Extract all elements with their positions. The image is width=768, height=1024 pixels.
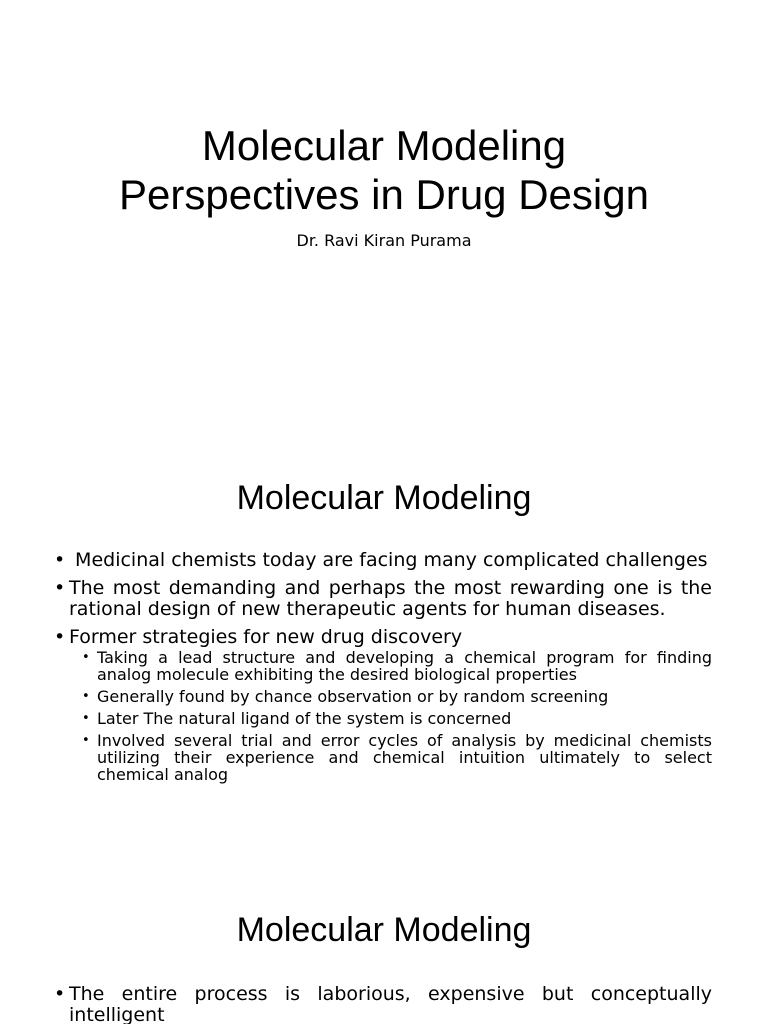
sub-bullet-text: Generally found by chance observation or by random screening: [97, 687, 609, 706]
sub-bullet-item: [82, 649, 712, 683]
bullet-icon: •: [54, 983, 66, 1005]
title-slide: [0, 0, 768, 432]
bullet-icon: •: [54, 549, 66, 571]
bullet-list: [54, 550, 712, 788]
sub-bullet-item: [82, 688, 712, 705]
bullet-text: The entire process is laborious, expensive but conceptually intelligent: [69, 983, 712, 1024]
bullet-icon: •: [82, 689, 90, 704]
bullet-icon: •: [54, 577, 66, 599]
sub-bullet-text: Involved several trial and error cycles of analysis by medicinal chemists utilizing their experience and chemical intuition ultimately to select chemical analog: [97, 731, 712, 784]
presentation-title: [0, 121, 768, 219]
sub-bullet-list: [69, 649, 712, 783]
bullet-text: The most demanding and perhaps the most rewarding one is the rational design of new therapeutic agents for human diseases.: [69, 577, 712, 620]
bullet-icon: •: [82, 650, 90, 665]
bullet-text: Medicinal chemists today are facing many complicated challenges: [69, 549, 708, 571]
bullet-item: [54, 984, 712, 1024]
slide-heading: Molecular Modeling: [236, 479, 532, 517]
title-line-1: Molecular Modeling: [201, 122, 567, 169]
bullet-icon: •: [82, 733, 90, 748]
sub-bullet-text: Taking a lead structure and developing a chemical program for finding analog molecule exhibiting the desired biological properties: [97, 648, 712, 684]
sub-bullet-item: [82, 710, 712, 727]
bullet-text: Former strategies for new drug discovery: [69, 626, 463, 648]
content-slide-1: [0, 432, 768, 864]
bullet-item: [54, 578, 712, 620]
content-slide-2: [0, 864, 768, 1024]
author-name: Dr. Ravi Kiran Purama: [296, 231, 472, 250]
bullet-item: [54, 627, 712, 783]
sub-bullet-item: [82, 732, 712, 783]
bullet-icon: •: [54, 626, 66, 648]
sub-bullet-text: Later The natural ligand of the system is concerned: [97, 709, 512, 728]
bullet-icon: •: [82, 711, 90, 726]
slide-heading: Molecular Modeling: [236, 911, 532, 949]
bullet-list: [54, 984, 712, 1024]
title-line-2: Perspectives in Drug Design: [119, 171, 649, 218]
bullet-item: [54, 550, 712, 571]
